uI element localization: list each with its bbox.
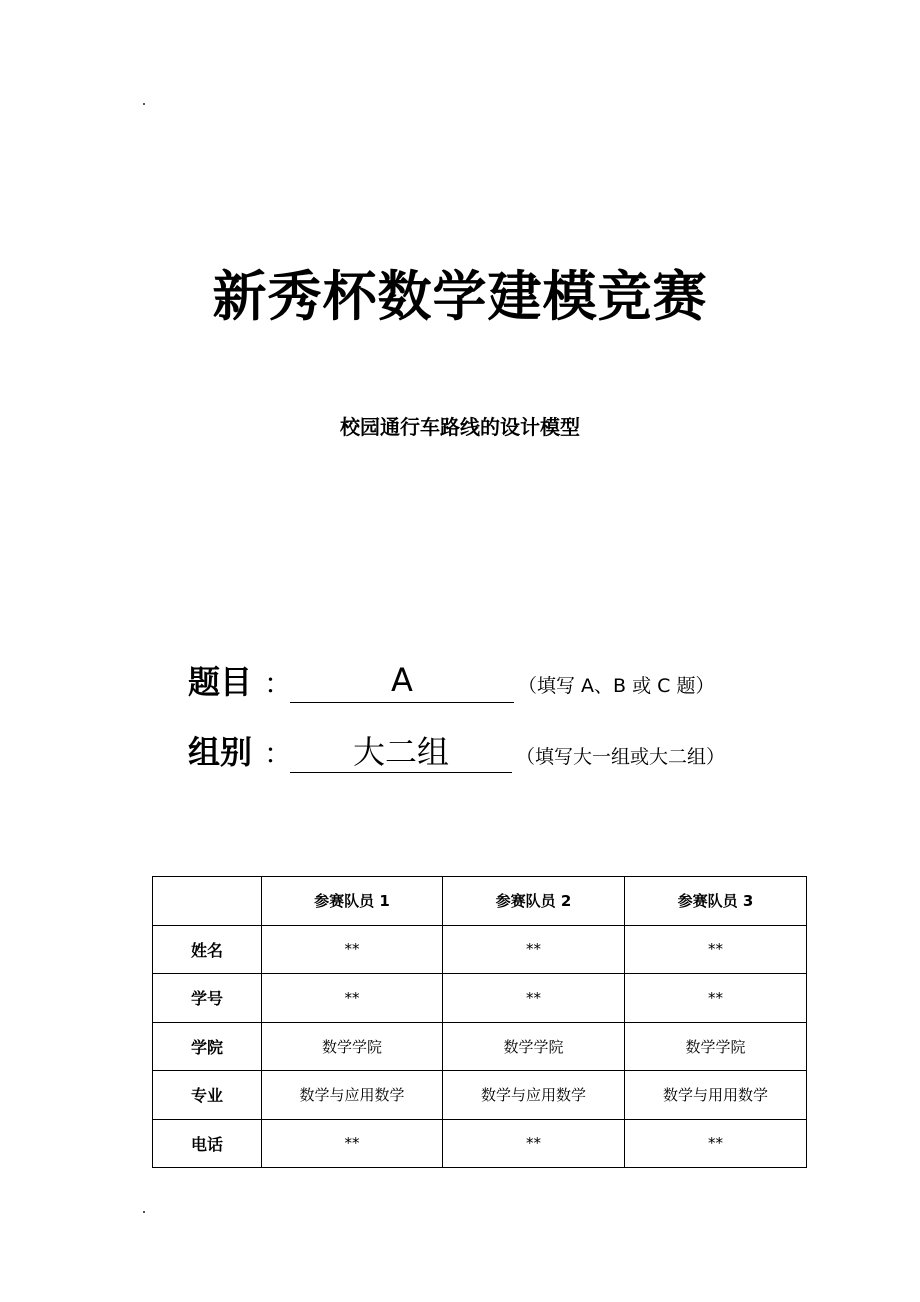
table-cell: **: [443, 1119, 625, 1168]
table-cell: 数学学院: [625, 1022, 807, 1071]
table-cell: 数学学院: [443, 1022, 625, 1071]
table-cell: **: [443, 974, 625, 1023]
table-cell: **: [625, 1119, 807, 1168]
table-cell: **: [443, 925, 625, 974]
row-label-student-id: 学号: [153, 974, 262, 1023]
table-cell: **: [262, 974, 443, 1023]
topic-label: 题目: [188, 663, 253, 701]
row-label-major: 专业: [153, 1071, 262, 1120]
table-row-phone: [153, 1119, 807, 1168]
table-header-row: [153, 877, 807, 926]
topic-value: A: [290, 660, 514, 703]
page-title: 新秀杯数学建模竞赛: [212, 265, 708, 328]
table-cell: 数学与应用数学: [262, 1071, 443, 1120]
topic-hint: （填写 A、B 或 C 题）: [518, 675, 715, 697]
corner-mark-bottom: [143, 1211, 145, 1213]
table-cell: 数学与用用数学: [625, 1071, 807, 1120]
table-cell: 数学与应用数学: [443, 1071, 625, 1120]
table-cell: **: [262, 925, 443, 974]
table-header-corner: [153, 877, 262, 926]
table-header-member-1: 参赛队员 1: [262, 877, 443, 926]
table-header-member-2: 参赛队员 2: [443, 877, 625, 926]
group-label: 组别: [188, 733, 253, 771]
row-label-school: 学院: [153, 1022, 262, 1071]
group-value: 大二组: [290, 732, 512, 773]
table-cell: **: [262, 1119, 443, 1168]
team-members-table: [152, 876, 807, 1168]
table-cell: **: [625, 974, 807, 1023]
paper-subtitle: 校园通行车路线的设计模型: [340, 415, 580, 439]
table-row-school: [153, 1022, 807, 1071]
group-colon: ：: [264, 737, 293, 770]
row-label-name: 姓名: [153, 925, 262, 974]
topic-colon: ：: [264, 667, 293, 700]
table-row-student-id: [153, 974, 807, 1023]
table-row-name: [153, 925, 807, 974]
row-label-phone: 电话: [153, 1119, 262, 1168]
table-row-major: [153, 1071, 807, 1120]
corner-mark-top: [143, 103, 145, 105]
table-cell: 数学学院: [262, 1022, 443, 1071]
group-hint: （填写大一组或大二组）: [516, 746, 726, 768]
table-header-member-3: 参赛队员 3: [625, 877, 807, 926]
table-cell: **: [625, 925, 807, 974]
